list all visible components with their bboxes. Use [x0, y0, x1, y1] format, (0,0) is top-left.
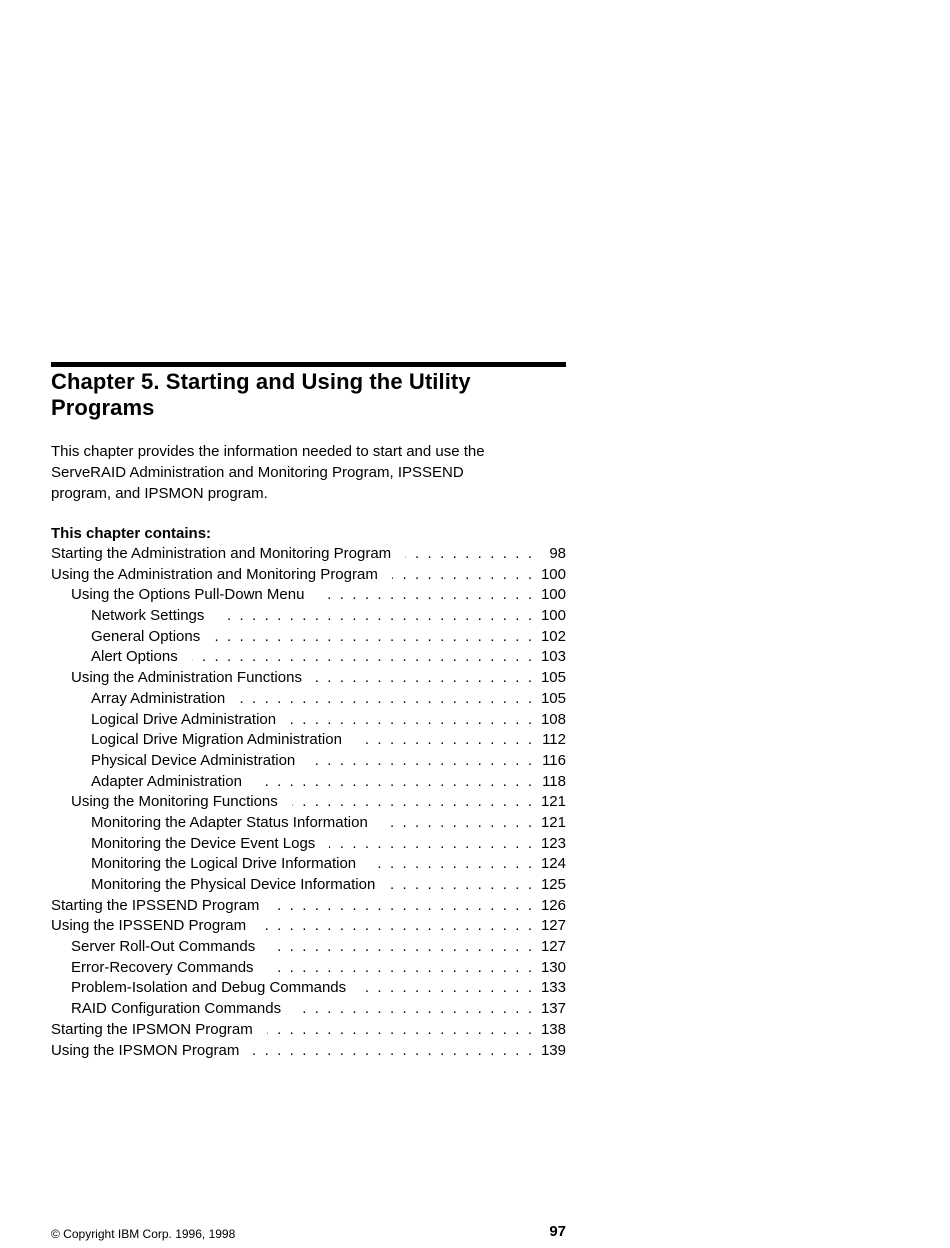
toc-dot-leader [318, 585, 532, 606]
toc-dot-leader [269, 937, 532, 958]
toc-entry[interactable] [51, 813, 566, 834]
toc-entry-page: 125 [540, 876, 566, 893]
toc-dot-leader [389, 875, 532, 896]
toc-entry[interactable] [51, 565, 566, 586]
toc-entry-page: 137 [540, 1000, 566, 1018]
toc-dot-leader [370, 854, 532, 875]
toc-entry[interactable] [51, 730, 566, 751]
intro-line: program, and IPSMON program. [51, 485, 268, 502]
toc-entry-title: RAID Configuration Commands [71, 1000, 282, 1018]
toc-entry-title: Logical Drive Migration Administration [91, 731, 342, 749]
toc-entry-page: 98 [549, 545, 566, 562]
toc-dot-leader [268, 958, 532, 979]
toc-dot-leader [267, 1020, 532, 1041]
toc-entry-page: 100 [540, 586, 566, 604]
toc-entry[interactable] [51, 689, 566, 710]
toc-entry-title: Logical Drive Administration [91, 710, 277, 728]
toc-entry-title: Alert Options [91, 648, 178, 666]
toc-entry[interactable] [51, 834, 566, 855]
toc-dot-leader [290, 710, 532, 731]
toc-dot-leader [309, 751, 532, 772]
table-of-contents [51, 544, 566, 1061]
toc-entry-page: 121 [540, 793, 566, 811]
toc-dot-leader [273, 896, 532, 917]
toc-dot-leader [356, 730, 532, 751]
toc-entry[interactable] [51, 958, 566, 979]
toc-dot-leader [329, 834, 532, 855]
toc-entry[interactable] [51, 585, 566, 606]
copyright-notice: © Copyright IBM Corp. 1996, 1998 [51, 1227, 236, 1241]
toc-entry-title: Monitoring the Adapter Status Information [91, 813, 368, 831]
toc-entry-page: 124 [540, 855, 566, 873]
toc-entry-title: Array Administration [91, 689, 226, 707]
toc-entry-page: 130 [540, 958, 566, 976]
chapter-intro [51, 441, 566, 504]
toc-entry[interactable] [51, 875, 566, 896]
toc-dot-leader [392, 565, 532, 586]
toc-entry-title: Problem-Isolation and Debug Commands [71, 979, 347, 997]
toc-entry-page: 118 [542, 772, 566, 790]
toc-dot-leader [405, 544, 532, 565]
toc-entry-title: Using the Options Pull-Down Menu [71, 586, 305, 604]
toc-entry-title: Starting the IPSMON Program [51, 1020, 253, 1038]
toc-entry[interactable] [51, 544, 566, 565]
intro-line: ServeRAID Administration and Monitoring Program, IPSSEND [51, 464, 464, 481]
toc-entry-page: 100 [540, 607, 566, 625]
intro-line: This chapter provides the information needed to start and use the [51, 443, 485, 460]
toc-entry-title: Adapter Administration [91, 772, 242, 790]
toc-dot-leader [239, 689, 532, 710]
toc-dot-leader [360, 978, 532, 999]
toc-dot-leader [256, 772, 532, 793]
chapter-title: Chapter 5. Starting and Using the Utility Programs [51, 369, 471, 420]
toc-entry-title: Starting the Administration and Monitoring Program [51, 545, 392, 562]
toc-entry-title: Network Settings [91, 607, 205, 625]
toc-entry-page: 121 [540, 813, 566, 831]
toc-dot-leader [253, 1041, 532, 1062]
toc-entry-title: Monitoring the Logical Drive Information [91, 855, 357, 873]
page-number: 97 [549, 1223, 566, 1240]
toc-entry[interactable] [51, 606, 566, 627]
toc-entry-page: 138 [540, 1020, 566, 1038]
toc-entry-page: 127 [540, 938, 566, 956]
toc-entry[interactable] [51, 978, 566, 999]
toc-entry[interactable] [51, 710, 566, 731]
toc-entry[interactable] [51, 792, 566, 813]
toc-entry-page: 102 [540, 627, 566, 645]
toc-entry-title: Starting the IPSSEND Program [51, 896, 260, 914]
contents-heading: This chapter contains: [51, 525, 212, 542]
toc-entry-title: Using the IPSMON Program [51, 1041, 240, 1059]
toc-entry-title: Server Roll-Out Commands [71, 938, 256, 956]
toc-entry-title: Using the Administration and Monitoring Program [51, 565, 378, 583]
toc-entry-page: 108 [540, 710, 566, 728]
toc-entry-page: 112 [542, 731, 566, 749]
toc-entry-page: 105 [540, 669, 566, 687]
toc-entry-page: 103 [540, 648, 566, 666]
toc-entry[interactable] [51, 999, 566, 1020]
chapter-rule [51, 362, 566, 367]
toc-dot-leader [316, 668, 532, 689]
toc-entry-page: 126 [540, 896, 566, 914]
toc-dot-leader [214, 627, 532, 648]
toc-dot-leader [295, 999, 532, 1020]
toc-entry[interactable] [51, 751, 566, 772]
toc-entry-page: 127 [540, 917, 566, 935]
toc-dot-leader [292, 792, 532, 813]
toc-dot-leader [260, 916, 532, 937]
toc-entry[interactable] [51, 647, 566, 668]
toc-entry-title: Using the Monitoring Functions [71, 793, 278, 811]
toc-entry[interactable] [51, 668, 566, 689]
toc-entry[interactable] [51, 1041, 566, 1062]
toc-dot-leader [382, 813, 532, 834]
toc-entry[interactable] [51, 937, 566, 958]
toc-entry[interactable] [51, 896, 566, 917]
toc-entry-title: Using the Administration Functions [71, 669, 302, 687]
toc-entry-title: Monitoring the Physical Device Information [91, 876, 376, 893]
toc-entry-page: 100 [540, 565, 566, 583]
toc-entry-title: Using the IPSSEND Program [51, 917, 247, 935]
toc-entry-page: 123 [540, 834, 566, 852]
toc-entry-page: 139 [540, 1041, 566, 1059]
toc-entry[interactable] [51, 916, 566, 937]
toc-entry-title: Error-Recovery Commands [71, 958, 254, 976]
toc-entry[interactable] [51, 854, 566, 875]
toc-dot-leader [218, 606, 532, 627]
toc-entry-title: Monitoring the Device Event Logs [91, 834, 316, 852]
toc-entry-page: 105 [540, 689, 566, 707]
toc-entry-title: Physical Device Administration [91, 751, 296, 769]
toc-entry[interactable] [51, 1020, 566, 1041]
toc-dot-leader [192, 647, 532, 668]
toc-entry[interactable] [51, 772, 566, 793]
toc-entry-page: 116 [542, 751, 566, 769]
toc-entry[interactable] [51, 627, 566, 648]
toc-entry-title: General Options [91, 627, 201, 645]
toc-entry-page: 133 [540, 979, 566, 997]
